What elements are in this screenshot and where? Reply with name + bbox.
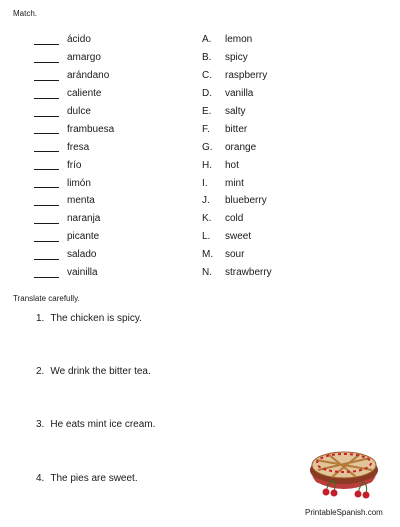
option-word: strawberry <box>225 267 272 279</box>
spanish-word: limón <box>67 177 91 189</box>
spanish-word: picante <box>67 231 100 243</box>
spanish-item <box>34 246 114 264</box>
answer-blank[interactable] <box>34 160 59 170</box>
english-option <box>202 246 272 264</box>
sentence-text: The pies are sweet. <box>50 473 138 484</box>
english-option <box>202 67 272 85</box>
spanish-item <box>34 156 114 174</box>
sentence-number: 3. <box>36 419 45 430</box>
answer-blank[interactable] <box>34 71 59 81</box>
option-word: mint <box>225 177 244 189</box>
option-letter: H. <box>202 159 212 171</box>
option-word: hot <box>225 159 239 171</box>
spanish-item <box>34 31 114 49</box>
option-letter: C. <box>202 70 212 82</box>
option-letter: F. <box>202 123 210 135</box>
option-word: cold <box>225 213 244 225</box>
spanish-word: frío <box>67 159 82 171</box>
sentence-text: We drink the bitter tea. <box>50 366 151 377</box>
spanish-word: arándano <box>67 70 110 82</box>
english-option <box>202 264 272 282</box>
english-option <box>202 210 272 228</box>
english-option-list <box>202 31 272 281</box>
sentence-text: The chicken is spicy. <box>50 313 142 324</box>
option-word: blueberry <box>225 195 267 207</box>
spanish-item <box>34 174 114 192</box>
spanish-item <box>34 120 114 138</box>
option-word: sour <box>225 249 245 261</box>
option-word: lemon <box>225 34 253 46</box>
match-heading: Match. <box>13 9 38 18</box>
spanish-item <box>34 67 114 85</box>
option-letter: E. <box>202 106 212 117</box>
spanish-item <box>34 210 114 228</box>
option-letter: J. <box>202 195 210 207</box>
sentence-item <box>36 419 155 430</box>
option-word: raspberry <box>225 70 268 82</box>
cherry-pie-icon <box>306 440 382 500</box>
sentence-item <box>36 366 151 377</box>
sentence-item <box>36 473 138 484</box>
spanish-word: naranja <box>67 213 101 225</box>
english-option <box>202 138 272 156</box>
spanish-word: amargo <box>67 52 101 64</box>
english-option <box>202 192 272 210</box>
option-letter: G. <box>202 141 213 153</box>
answer-blank[interactable] <box>34 53 59 63</box>
answer-blank[interactable] <box>34 142 59 152</box>
answer-blank[interactable] <box>34 250 59 260</box>
option-letter: N. <box>202 267 212 279</box>
footer-brand: PrintableSpanish.com <box>305 508 383 517</box>
sentence-number: 2. <box>36 366 45 377</box>
spanish-word: fresa <box>67 141 90 153</box>
spanish-word: dulce <box>67 106 91 117</box>
english-option <box>202 174 272 192</box>
spanish-item <box>34 264 114 282</box>
english-option <box>202 228 272 246</box>
option-letter: B. <box>202 52 212 64</box>
translate-heading: Translate carefully. <box>13 294 80 303</box>
answer-blank[interactable] <box>34 178 59 188</box>
spanish-item <box>34 138 114 156</box>
spanish-item <box>34 85 114 103</box>
english-option <box>202 103 272 121</box>
option-letter: K. <box>202 213 212 225</box>
english-option <box>202 85 272 103</box>
sentence-number: 1. <box>36 313 45 324</box>
english-option <box>202 120 272 138</box>
spanish-item <box>34 192 114 210</box>
answer-blank[interactable] <box>34 107 59 117</box>
option-letter: L. <box>202 231 211 243</box>
answer-blank[interactable] <box>34 214 59 224</box>
option-word: sweet <box>225 231 252 243</box>
option-word: orange <box>225 141 257 153</box>
english-option <box>202 31 272 49</box>
option-word: vanilla <box>225 88 254 100</box>
answer-blank[interactable] <box>34 268 59 278</box>
option-letter: I. <box>202 177 208 189</box>
spanish-word-list <box>34 31 114 281</box>
spanish-item <box>34 49 114 67</box>
answer-blank[interactable] <box>34 196 59 206</box>
option-letter: A. <box>202 34 212 46</box>
answer-blank[interactable] <box>34 35 59 45</box>
sentence-text: He eats mint ice cream. <box>50 419 156 430</box>
sentence-number: 4. <box>36 473 45 484</box>
option-letter: M. <box>202 249 214 261</box>
spanish-item <box>34 103 114 121</box>
spanish-word: menta <box>67 195 95 207</box>
english-option <box>202 49 272 67</box>
option-letter: D. <box>202 88 212 100</box>
spanish-word: frambuesa <box>67 123 115 135</box>
option-word: salty <box>225 106 246 117</box>
answer-blank[interactable] <box>34 89 59 99</box>
english-option <box>202 156 272 174</box>
spanish-word: caliente <box>67 88 102 100</box>
answer-blank[interactable] <box>34 124 59 134</box>
option-word: spicy <box>225 52 248 64</box>
sentence-item <box>36 313 142 324</box>
answer-blank[interactable] <box>34 232 59 242</box>
spanish-word: ácido <box>67 34 91 46</box>
spanish-word: salado <box>67 249 97 261</box>
option-word: bitter <box>225 123 248 135</box>
spanish-item <box>34 228 114 246</box>
spanish-word: vainilla <box>67 267 98 279</box>
